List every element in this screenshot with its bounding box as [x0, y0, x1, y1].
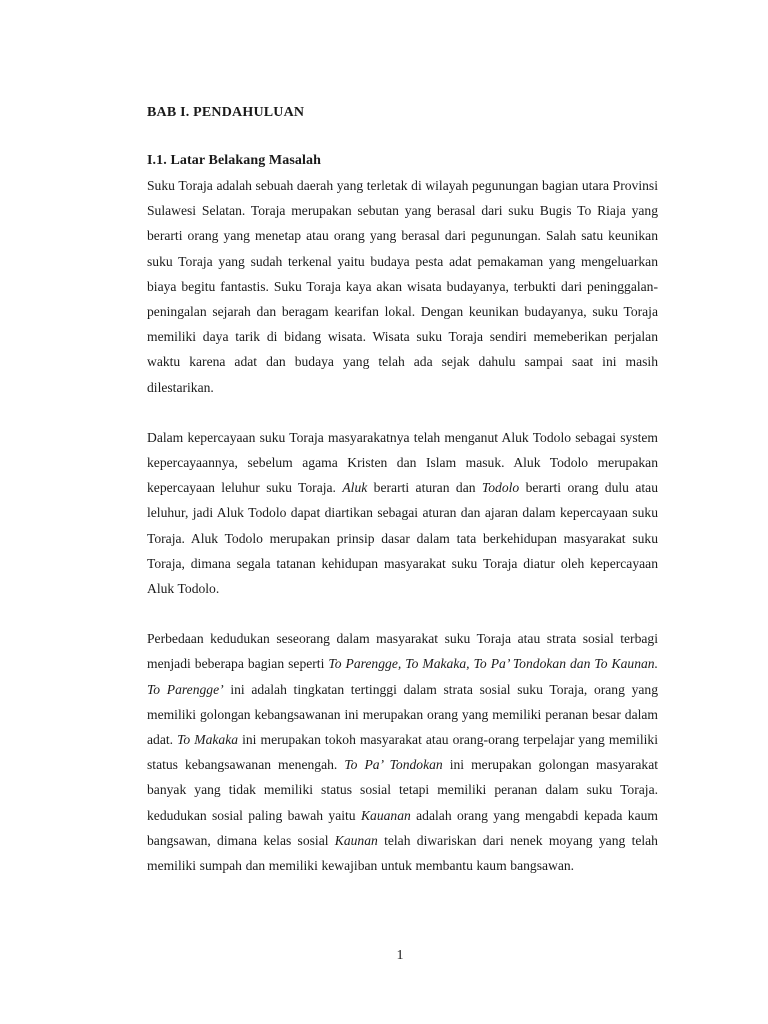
- paragraph-1: [147, 173, 658, 400]
- text-run: berarti orang dulu atau leluhur, jadi Aluk Todolo dapat diartikan sebagai aturan dan ajaran dalam kepercayaan suku Toraja. Aluk Todolo merupakan prinsip dasar dalam tata berkehidupan masyarakat suku Toraja, dimana segala tatanan kehidupan masyarakat suku Toraja diatur oleh kepercayaan Aluk Todolo.: [147, 480, 659, 597]
- text-run: Suku Toraja adalah sebuah daerah yang terletak di wilayah pegunungan bagian utara Provinsi Sulawesi Selatan. Toraja merupakan sebutan yang berasal dari suku Bugis To Riaja yang berarti orang yang menetap atau orang yang berasal dari pegunungan. Salah satu keunikan suku Toraja yang sudah terkenal yaitu budaya pesta adat pemakaman yang mengeluarkan biaya begitu fantastis. Suku Toraja kaya akan wisata budayanya, terbukti dari peninggalan-peningalan sejarah dan beragam kearifan lokal. Dengan keunikan budayanya, suku Toraja memiliki daya tarik di bidang wisata. Wisata suku Toraja sendiri memeberikan perjalan waktu karena adat dan budaya yang telah ada sejak dahulu sampai saat ini masih dilestarikan.: [147, 178, 658, 395]
- text-run: ini merupakan golongan masyarakat banyak yang tidak memiliki status sosial tetapi memiliki peranan dalam suku Toraja. kedudukan sosial paling bawah yaitu: [147, 757, 658, 823]
- text-run: ini adalah tingkatan tertinggi dalam strata sosial suku Toraja, orang yang memiliki golongan kebangsawanan ini merupakan orang yang memiliki peranan besar dalam adat.: [147, 681, 658, 748]
- section-title: I.1. Latar Belakang Masalah: [147, 153, 321, 168]
- text-run: ini merupakan tokoh masyarakat atau orang-orang terpelajar yang memiliki status kebangsawanan menengah.: [147, 732, 658, 773]
- italic-term: To Parengge, To Makaka, To Pa’ Tondokan dan To Kaunan.: [328, 656, 658, 672]
- text-run: Perbedaan kedudukan seseorang dalam masyarakat suku Toraja atau strata sosial terbagi menjadi beberapa bagian seperti: [147, 631, 658, 672]
- text-run: adalah orang yang mengabdi kepada kaum bangsawan, dimana kelas sosial: [147, 807, 658, 848]
- paragraph-3: [147, 626, 658, 878]
- italic-term: Todolo: [481, 480, 520, 496]
- italic-term: Kauanan: [360, 807, 411, 823]
- text-run: telah diwariskan dari nenek moyang yang telah memiliki sumpah dan memiliki kewajiban untuk membantu kaum bangsawan.: [147, 832, 658, 874]
- italic-term: To Pa’ Tondokan: [344, 757, 443, 773]
- italic-term: Kaunan: [334, 832, 378, 848]
- italic-term: Aluk: [342, 480, 368, 496]
- paragraph-2: [147, 425, 658, 601]
- text-run: berarti aturan dan: [367, 480, 482, 496]
- page-number: 1: [396, 948, 404, 963]
- italic-term: To Parengge’: [147, 681, 224, 697]
- text-run: Dalam kepercayaan suku Toraja masyarakatnya telah menganut Aluk Todolo sebagai system kepercayaannya, sebelum agama Kristen dan Islam masuk. Aluk Todolo merupakan kepercayaan leluhur suku Toraja.: [147, 429, 658, 496]
- page-content: [147, 101, 658, 878]
- chapter-title: BAB I. PENDAHULUAN: [147, 105, 305, 120]
- italic-term: To Makaka: [177, 732, 239, 748]
